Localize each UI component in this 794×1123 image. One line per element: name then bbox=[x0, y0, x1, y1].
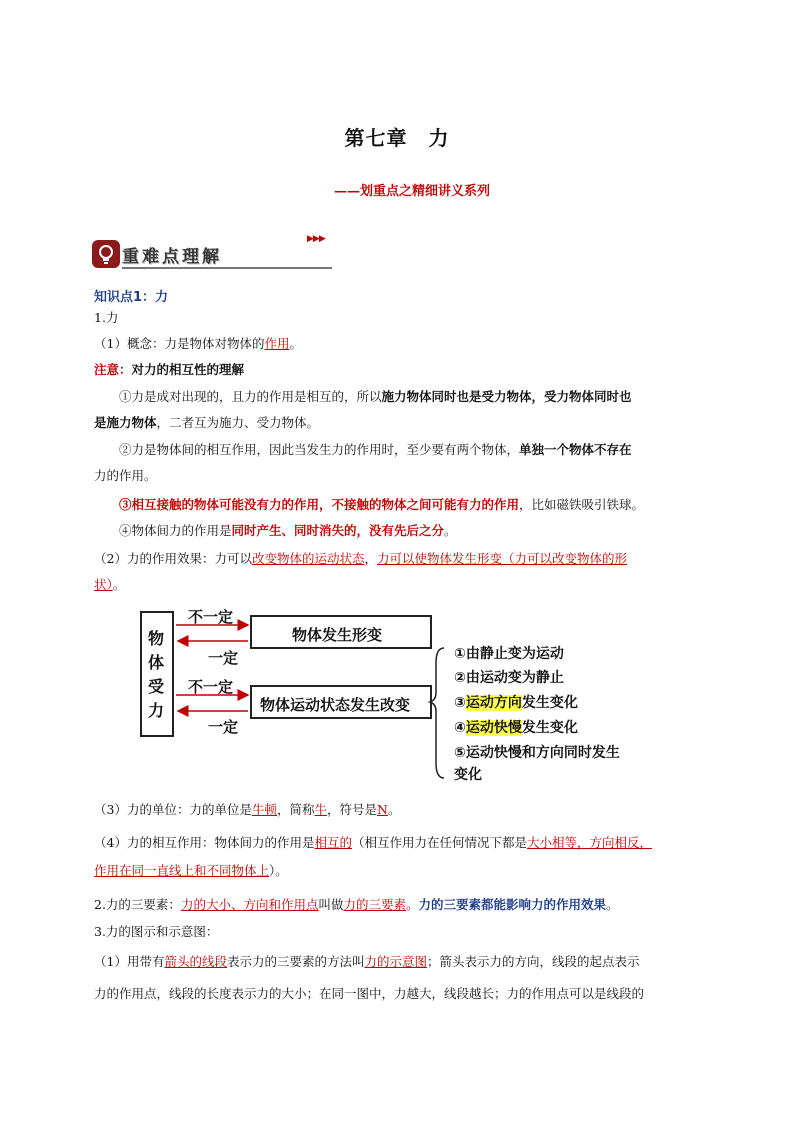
mutual-line: （4）力的相互作用：物体间力的作用是相互的（相互作用力在任何情况下都是大小相等，方向相反， bbox=[94, 835, 653, 850]
point-4: ④物体间力的作用是同时产生、同时消失的，没有先后之分。 bbox=[119, 523, 457, 538]
diagram-title-line: 3.力的图示和示意图： bbox=[94, 924, 219, 939]
point-2: ②力是物体间的相互作用，因此当发生力的作用时，至少要有两个物体，单独一个物体不存在 bbox=[119, 442, 632, 457]
point-1-cont: 是施力物体，二者互为施力、受力物体。 bbox=[94, 415, 320, 430]
section-heading: 知识点1：力 bbox=[94, 290, 169, 305]
result-5: ⑤运动快慢和方向同时发生 bbox=[454, 745, 620, 761]
point-1: ①力是成对出现的，且力的作用是相互的，所以施力物体同时也是受力物体，受力物体同时也 bbox=[119, 389, 632, 404]
force-box: 物 体 受 力 bbox=[140, 611, 174, 737]
series-subtitle: ——划重点之精细讲义系列 bbox=[333, 184, 490, 199]
arrow-label-not-necessarily-2: 不一定 bbox=[188, 678, 234, 696]
unit-line: （3）力的单位：力的单位是牛顿，简称牛，符号是N。 bbox=[94, 802, 401, 817]
result-1: ①由静止变为运动 bbox=[454, 646, 564, 662]
badge-label: 重难点理解 bbox=[122, 247, 222, 267]
page-title: 第七章 力 bbox=[344, 126, 450, 150]
badge-underline bbox=[122, 267, 332, 269]
note-line: 注意：对力的相互性的理解 bbox=[94, 362, 245, 377]
diagram-arrows bbox=[138, 603, 658, 793]
item-force: 1.力 bbox=[94, 310, 119, 325]
motion-state-box: 物体运动状态发生改变 bbox=[250, 685, 432, 719]
three-elements-line: 2.力的三要素：力的大小、方向和作用点叫做力的三要素。力的三要素都能影响力的作用效果。 bbox=[94, 897, 619, 912]
deformation-box: 物体发生形变 bbox=[250, 615, 432, 649]
badge-arrows: ▶▶▶ bbox=[307, 234, 325, 244]
result-3: ③运动方向发生变化 bbox=[454, 695, 578, 711]
arrow-label-not-necessarily-1: 不一定 bbox=[188, 608, 234, 626]
point-3: ③相互接触的物体可能没有力的作用，不接触的物体之间可能有力的作用，比如磁铁吸引铁球。 bbox=[119, 497, 645, 512]
concept-line: （1）概念：力是物体对物体的作用。 bbox=[94, 336, 302, 351]
arrow-label-necessarily-2: 一定 bbox=[208, 718, 239, 736]
result-5-cont: 变化 bbox=[454, 767, 482, 783]
representation-line: （1）用带有箭头的线段表示力的三要素的方法叫力的示意图；箭头表示力的方向，线段的起点表示 bbox=[94, 954, 640, 969]
mutual-line-cont: 作用在同一直线上和不同物体上）。 bbox=[94, 863, 288, 878]
effect-line-cont: 状）。 bbox=[94, 577, 126, 592]
representation-line-cont: 力的作用点，线段的长度表示力的大小；在同一图中，力越大，线段越长；力的作用点可以是线段的 bbox=[94, 986, 645, 1001]
effect-line: （2）力的作用效果：力可以改变物体的运动状态，力可以使物体发生形变（力可以改变物体的形 bbox=[94, 551, 628, 566]
arrow-label-necessarily-1: 一定 bbox=[208, 649, 239, 667]
result-2: ②由运动变为静止 bbox=[454, 670, 564, 686]
point-2-cont: 力的作用。 bbox=[94, 468, 157, 483]
result-4: ④运动快慢发生变化 bbox=[454, 720, 578, 736]
force-effect-diagram bbox=[138, 603, 658, 793]
lightbulb-icon bbox=[92, 240, 120, 268]
